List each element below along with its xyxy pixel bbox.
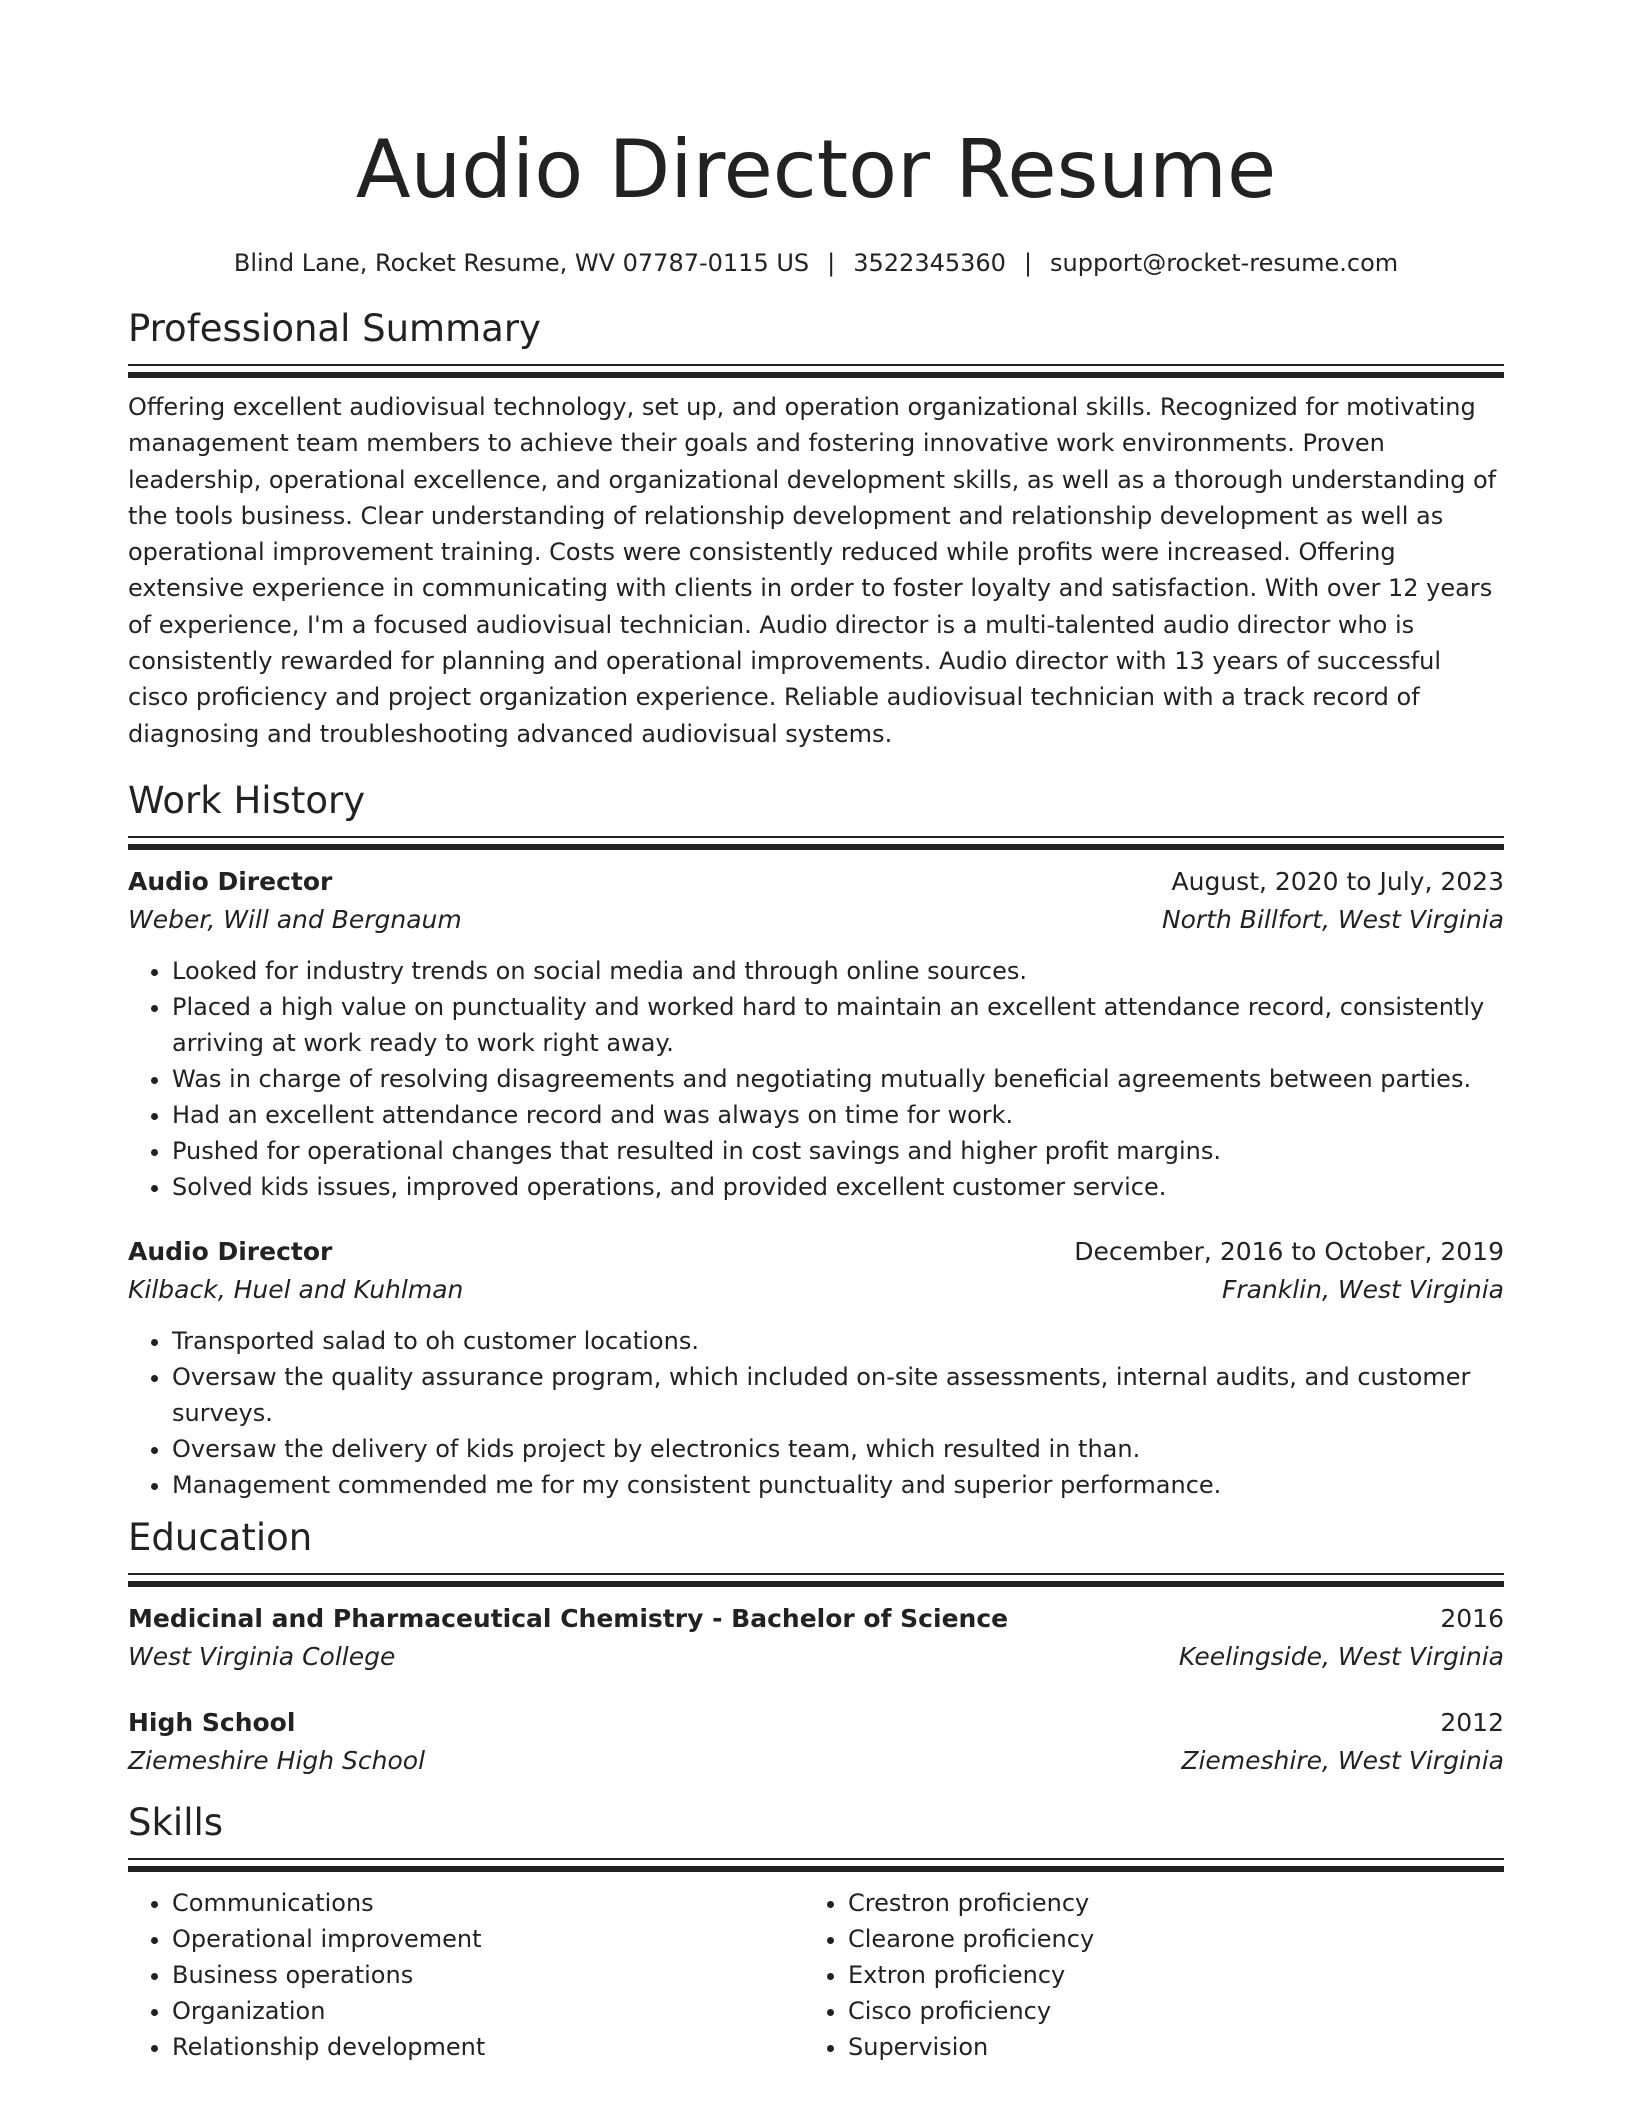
skill-item: • Operational improvement	[172, 1921, 804, 1957]
education-school-row	[128, 1638, 1504, 1676]
list-item: • Looked for industry trends on social media and through online sources.	[172, 953, 1504, 989]
job-location: Franklin, West Virginia	[1221, 1274, 1504, 1304]
list-item: • Pushed for operational changes that resulted in cost savings and higher profit margins.	[172, 1133, 1504, 1169]
contact-separator: |	[1023, 249, 1033, 277]
education-location: Keelingside, West Virginia	[1178, 1641, 1504, 1671]
education-school: West Virginia College	[128, 1641, 396, 1671]
section-heading-skills: Skills	[128, 1800, 224, 1844]
education-entry	[128, 1704, 1504, 1780]
section-divider	[128, 364, 1504, 377]
job-title: Audio Director	[128, 866, 333, 896]
job-bullets	[128, 953, 1504, 1205]
list-item: • Placed a high value on punctuality and worked hard to maintain an excellent attendance record, consistently arriving at work ready to work right away.	[172, 989, 1504, 1061]
resume-page	[128, 0, 1504, 2065]
contact-separator: |	[827, 249, 836, 277]
education-entry	[128, 1600, 1504, 1676]
job-company: Kilback, Huel and Kuhlman	[128, 1274, 464, 1304]
education-section	[128, 1513, 1504, 1780]
job-header-row	[128, 863, 1504, 901]
skills-columns	[128, 1885, 1504, 2065]
skill-item: • Supervision	[848, 2029, 1480, 2065]
skill-item: • Crestron proficiency	[848, 1885, 1480, 1921]
summary-text: Offering excellent audiovisual technology, set up, and operation organizational skills. Recognized for motivating management team members to achieve their goals and fostering innovative work environments. Proven leadership, operational excellence, and organizational development skills, as well as a thorough understanding of the tools business. Clear understanding of relationship development and relationship development as well as operational improvement training. Costs were consistently reduced while profits were increased. Offering extensive experience in communicating with clients in order to foster loyalty and satisfaction. With over 12 years of experience, I'm a focused audiovisual technician. Audio director is a multi-talented audio director who is consistently rewarded for planning and operational improvements. Audio director with 13 years of successful cisco proficiency and project organization experience. Reliable audiovisual technician with a track record of diagnosing and troubleshooting advanced audiovisual systems.	[128, 393, 1497, 748]
job-employer-row	[128, 901, 1504, 939]
job-dates: December, 2016 to October, 2019	[1074, 1236, 1504, 1266]
skill-item: • Relationship development	[172, 2029, 804, 2065]
skill-item: • Business operations	[172, 1957, 804, 1993]
section-divider	[128, 836, 1504, 849]
education-location: Ziemeshire, West Virginia	[1181, 1745, 1504, 1775]
section-heading-summary: Professional Summary	[128, 307, 541, 350]
job-dates: August, 2020 to July, 2023	[1171, 866, 1504, 896]
education-year: 2016	[1440, 1603, 1504, 1633]
education-year: 2012	[1440, 1707, 1504, 1737]
skill-item: • Cisco proficiency	[848, 1993, 1480, 2029]
list-item: • Transported salad to oh customer locations.	[172, 1323, 1504, 1359]
education-degree: Medicinal and Pharmaceutical Chemistry - Bachelor of Science	[128, 1603, 1009, 1633]
contact-email[interactable]: support@rocket-resume.com	[1050, 249, 1399, 277]
job-location: North Billfort, West Virginia	[1161, 904, 1504, 934]
skills-list-right	[804, 1885, 1480, 2065]
job-title: Audio Director	[128, 1236, 333, 1266]
job-entry	[128, 863, 1504, 1205]
job-company: Weber, Will and Bergnaum	[128, 904, 462, 934]
section-heading-work-history: Work History	[128, 778, 366, 822]
skill-item: • Organization	[172, 1993, 804, 2029]
job-employer-row	[128, 1271, 1504, 1309]
skill-item: • Communications	[172, 1885, 804, 1921]
section-divider	[128, 1858, 1504, 1871]
job-header-row	[128, 1233, 1504, 1271]
list-item: • Was in charge of resolving disagreements and negotiating mutually beneficial agreements between parties.	[172, 1061, 1504, 1097]
section-divider	[128, 1573, 1504, 1586]
education-header-row	[128, 1704, 1504, 1742]
list-item: • Oversaw the quality assurance program, which included on-site assessments, internal audits, and customer surveys.	[172, 1359, 1504, 1431]
skill-item: • Clearone proficiency	[848, 1921, 1480, 1957]
education-header-row	[128, 1600, 1504, 1638]
contact-address: Blind Lane, Rocket Resume, WV 07787-0115 US	[233, 249, 810, 277]
job-bullets	[128, 1323, 1504, 1503]
list-item: • Oversaw the delivery of kids project by electronics team, which resulted in than.	[172, 1431, 1504, 1467]
job-entry	[128, 1233, 1504, 1503]
contact-line	[128, 246, 1504, 280]
list-item: • Solved kids issues, improved operations, and provided excellent customer service.	[172, 1169, 1504, 1205]
education-degree: High School	[128, 1707, 296, 1737]
resume-title: Audio Director Resume	[355, 123, 1277, 216]
skill-item: • Extron proficiency	[848, 1957, 1480, 1993]
education-school-row	[128, 1742, 1504, 1780]
list-item: • Had an excellent attendance record and was always on time for work.	[172, 1097, 1504, 1133]
education-school: Ziemeshire High School	[128, 1745, 426, 1775]
skills-list-left	[128, 1885, 804, 2065]
summary-section	[128, 304, 1504, 752]
contact-phone: 3522345360	[853, 249, 1006, 277]
list-item: • Management commended me for my consistent punctuality and superior performance.	[172, 1467, 1504, 1503]
skills-section	[128, 1798, 1504, 2065]
section-heading-education: Education	[128, 1515, 313, 1559]
work-history-section	[128, 776, 1504, 1503]
